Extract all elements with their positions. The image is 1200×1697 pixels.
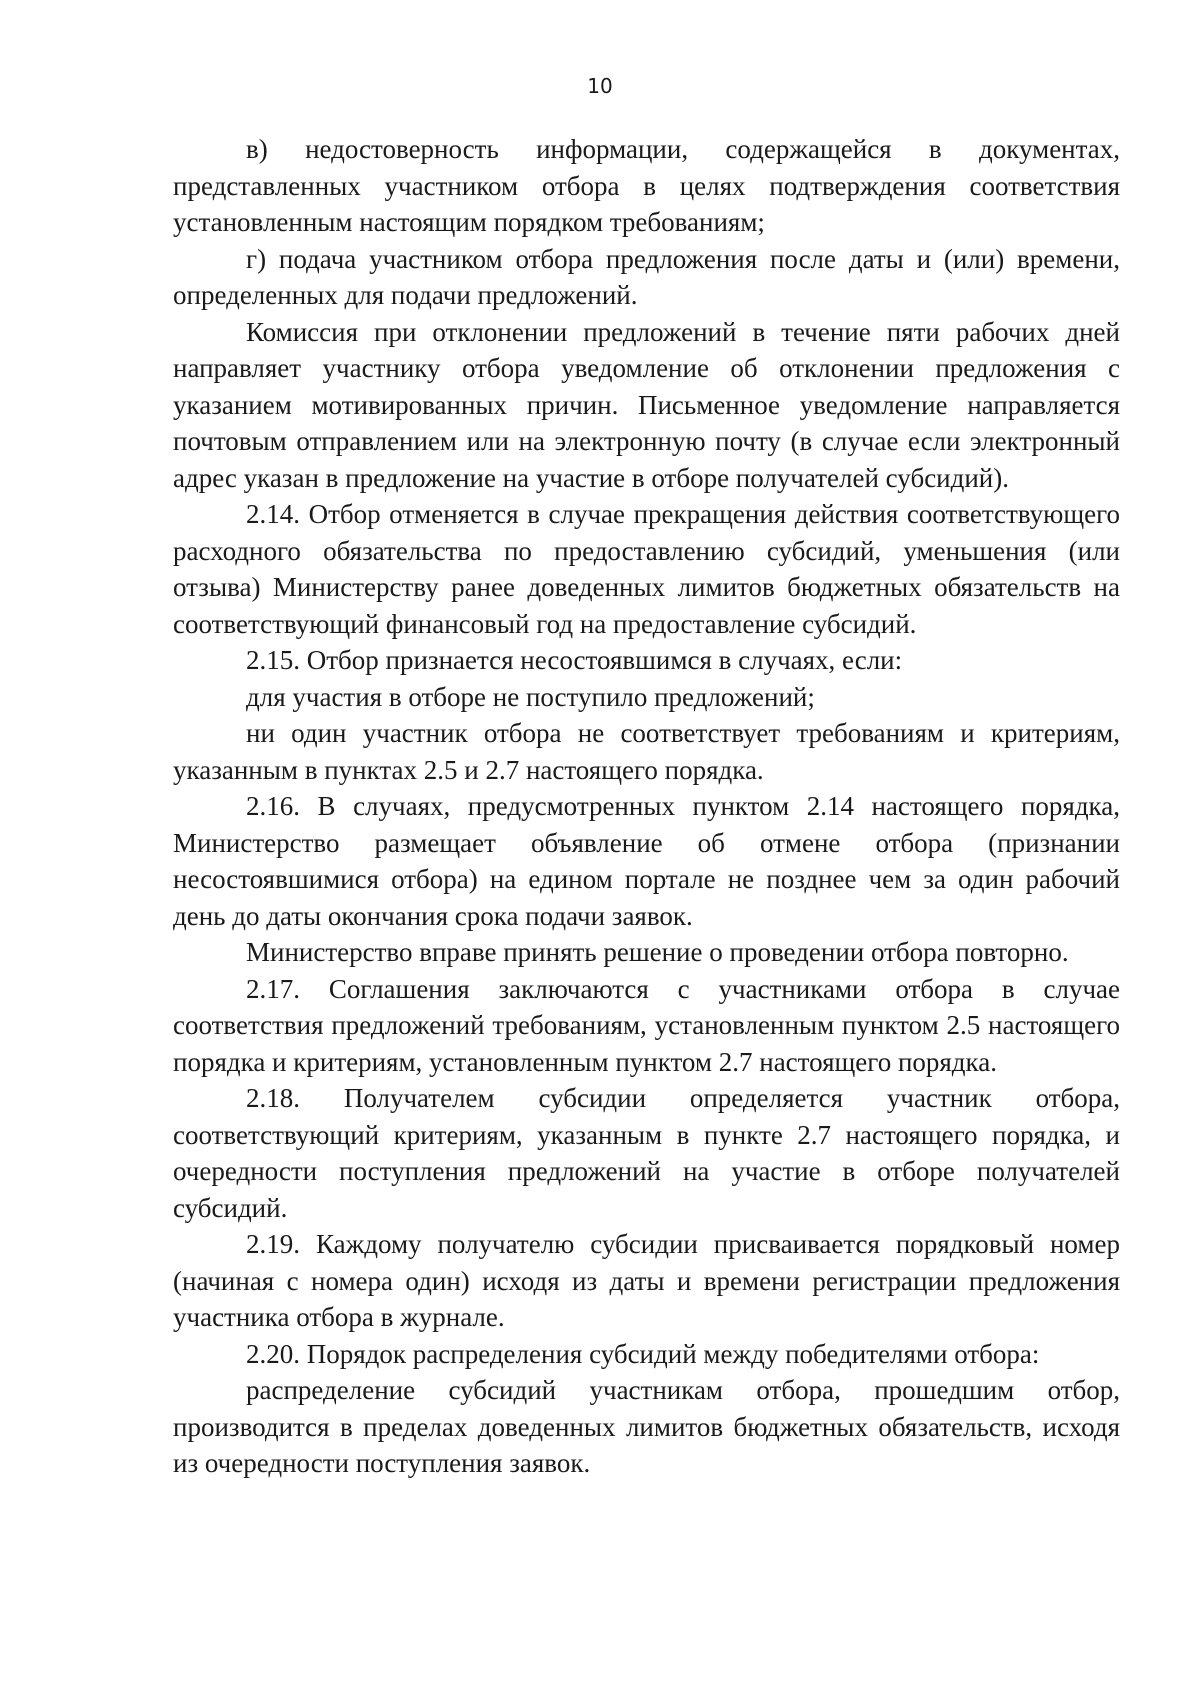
paragraph-2-14: 2.14. Отбор отменяется в случае прекращения действия соответствующего расходного обязательства по предоставлению субсидий, уменьшения (или отзыва) Министерству ранее доведенных лимитов бюджетных обязательств на соответствующий финансовый год на предоставление субсидий. <box>173 499 1120 639</box>
paragraph-commission-notice: Комиссия при отклонении предложений в течение пяти рабочих дней направляет участнику отбора уведомление об отклонении предложения с указанием мотивированных причин. Письменное уведомление направляется почтовым отправлением или на электронную почту (в случае если электронный адрес указан в предложение на участие в отборе получателей субсидий). <box>173 316 1120 493</box>
page-number: 10 <box>587 74 613 98</box>
paragraph-2-19: 2.19. Каждому получателю субсидии присваивается порядковый номер (начиная с номера один) исходя из даты и времени регистрации предложения участника отбора в журнале. <box>173 1229 1120 1332</box>
paragraph-2-15-case-1: для участия в отборе не поступило предложений; <box>246 681 815 712</box>
paragraph-distribution: распределение субсидий участникам отбора, прошедшим отбор, производится в пределах доведенных лимитов бюджетных обязательств, исходя из очередности поступления заявок. <box>173 1375 1120 1478</box>
paragraph-2-16: 2.16. В случаях, предусмотренных пунктом 2.14 настоящего порядка, Министерство размещает объявление об отмене отбора (признании несостоявшимися отбора) на едином портале не позднее чем за один рабочий день до даты окончания срока подачи заявок. <box>173 791 1120 931</box>
paragraph-item-g: г) подача участником отбора предложения после даты и (или) времени, определенных для подачи предложений. <box>173 243 1120 310</box>
paragraph-item-v: в) недостоверность информации, содержащейся в документах, представленных участником отбора в целях подтверждения соответствия установленным настоящим порядком требованиям; <box>173 134 1120 237</box>
paragraph-2-15-case-2: ни один участник отбора не соответствует требованиям и критериям, указанным в пунктах 2.5 и 2.7 настоящего порядка. <box>173 718 1120 785</box>
paragraph-2-15: 2.15. Отбор признается несостоявшимся в случаях, если: <box>246 645 903 675</box>
paragraph-2-18: 2.18. Получателем субсидии определяется участник отбора, соответствующий критериям, указанным в пункте 2.7 настоящего порядка, и очередности поступления предложений на участие в отборе получателей субсидий. <box>173 1083 1120 1223</box>
paragraph-2-17: 2.17. Соглашения заключаются с участниками отбора в случае соответствия предложений требованиям, установленным пунктом 2.5 настоящего порядка и критериям, установленным пунктом 2.7 настоящего порядка. <box>173 973 1120 1077</box>
paragraph-repeat-selection: Министерство вправе принять решение о проведении отбора повторно. <box>246 937 1069 967</box>
paragraph-2-20: 2.20. Порядок распределения субсидий между победителями отбора: <box>246 1338 1040 1369</box>
document-body <box>173 131 1120 1482</box>
